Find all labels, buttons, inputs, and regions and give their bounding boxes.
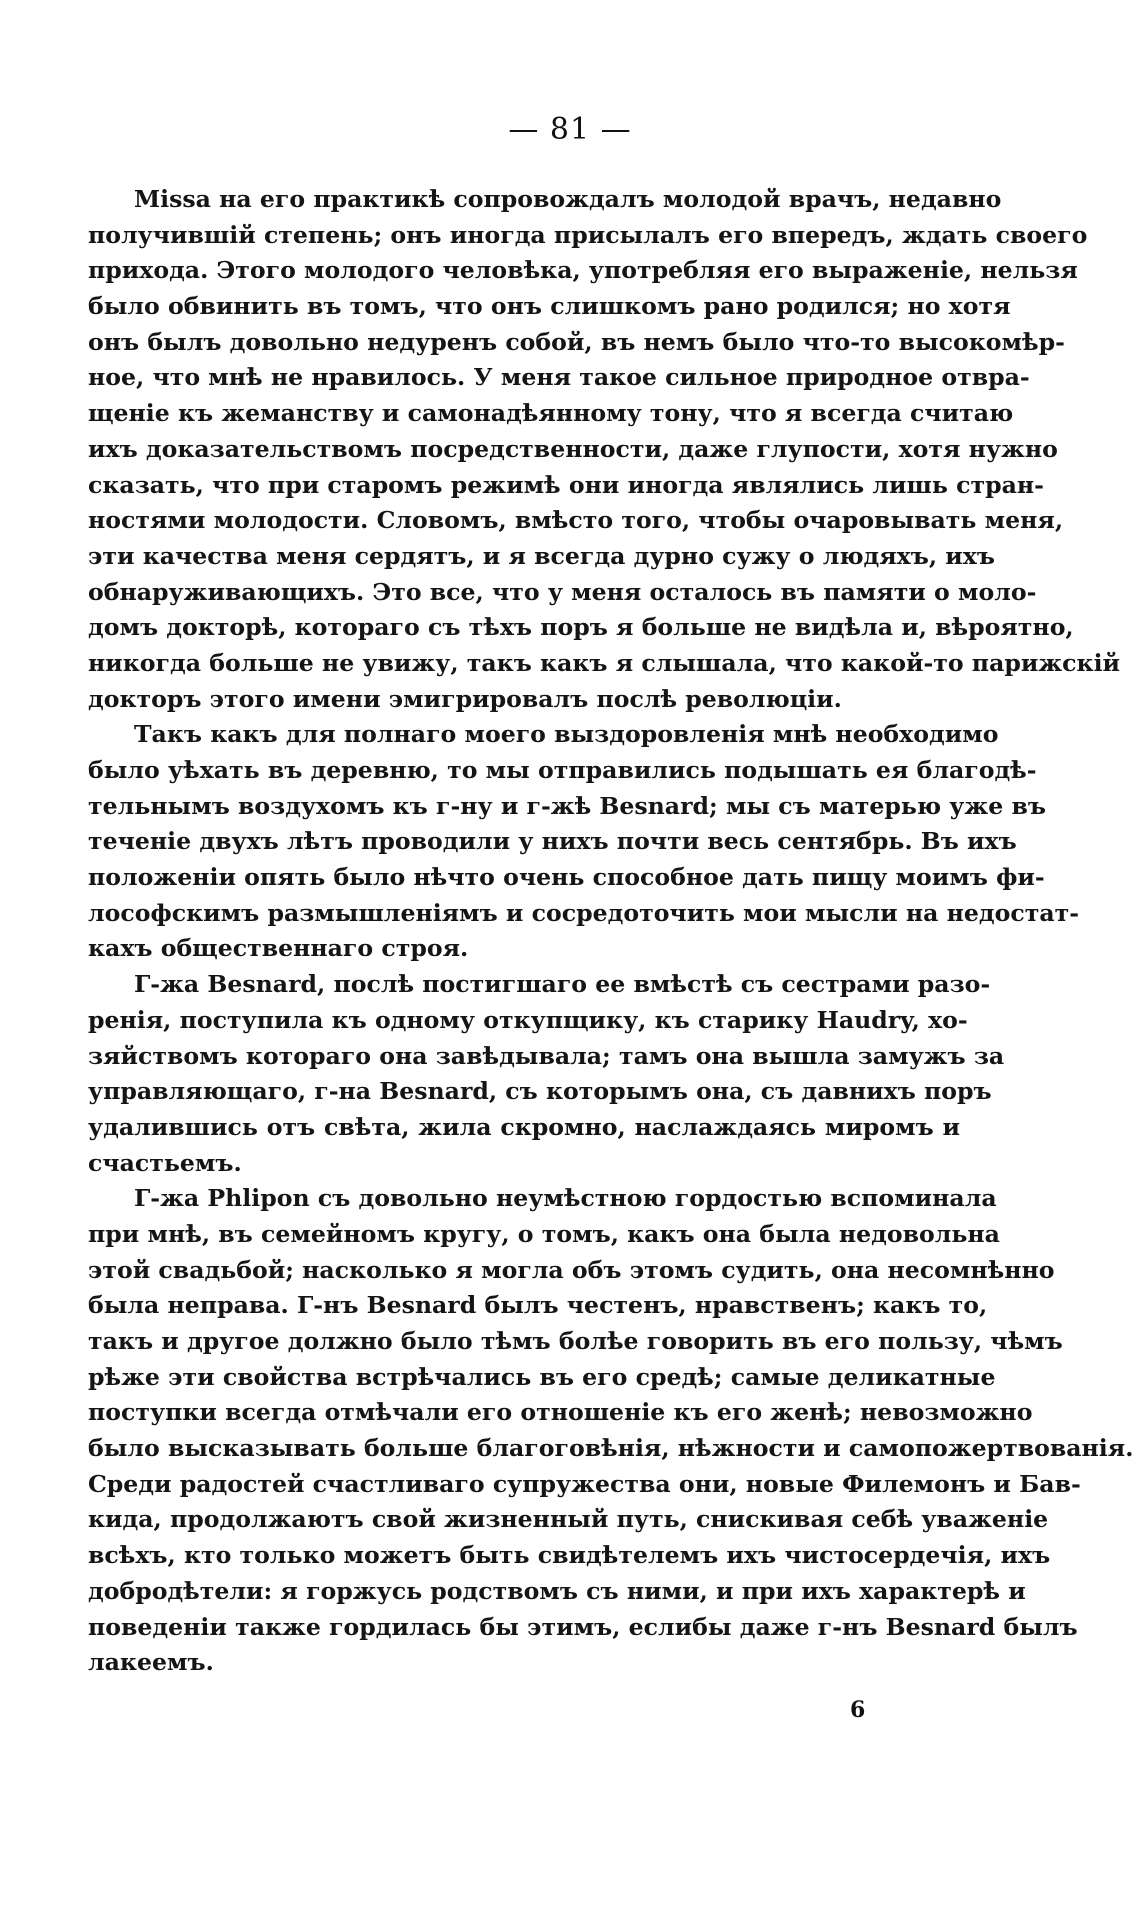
text-line: добродѣтели: я горжусь родствомъ съ ними, и при ихъ характерѣ и bbox=[88, 1576, 1026, 1605]
text-line: прихода. Этого молодого человѣка, употребляя его выраженіе, нельзя bbox=[88, 256, 1078, 285]
text-line: онъ былъ довольно недуренъ собой, въ немъ было что-то высокомѣр- bbox=[88, 327, 1065, 356]
text-line: такъ и другое должно было тѣмъ болѣе говорить въ его пользу, чѣмъ bbox=[88, 1327, 1063, 1355]
text-line: ренія, поступила къ одному откупщику, къ старику Haudry, хо- bbox=[88, 1005, 968, 1034]
text-line: ихъ доказательствомъ посредственности, даже глупости, хотя нужно bbox=[88, 434, 1058, 463]
body-text bbox=[88, 182, 1134, 1681]
text-line: Г-жа Phlipon съ довольно неумѣстною гордостью вспоминала bbox=[134, 1184, 997, 1213]
text-line: была неправа. Г-нъ Besnard былъ честенъ, нравственъ; какъ то, bbox=[88, 1291, 988, 1320]
text-line: обнаруживающихъ. Это все, что у меня осталось въ памяти о моло- bbox=[88, 577, 1037, 606]
text-line: при мнѣ, въ семейномъ кругу, о томъ, какъ она была недовольна bbox=[88, 1219, 1000, 1248]
page-number-header: — 81 — bbox=[508, 112, 632, 147]
text-line: получившій степень; онъ иногда присылалъ его впередъ, ждать своего bbox=[88, 220, 1088, 249]
text-line: удалившись отъ свѣта, жила скромно, наслаждаясь миромъ и bbox=[88, 1112, 960, 1141]
text-line: кида, продолжаютъ свой жизненный путь, снискивая себѣ уваженіе bbox=[88, 1505, 1049, 1534]
text-line: было высказывать больше благоговѣнія, нѣжности и самопожертвованія. bbox=[88, 1434, 1134, 1463]
text-line: положеніи опять было нѣчто очень способное дать пищу моимъ фи- bbox=[88, 863, 1045, 892]
text-line: эти качества меня сердятъ, и я всегда дурно сужу о людяхъ, ихъ bbox=[88, 541, 995, 570]
text-line: поведеніи также гордилась бы этимъ, еслибы даже г-нъ Besnard былъ bbox=[88, 1612, 1078, 1641]
text-line: кахъ общественнаго строя. bbox=[88, 934, 469, 963]
text-line: лософскимъ размышленіямъ и сосредоточить мои мысли на недостат- bbox=[88, 898, 1080, 927]
text-line: ностями молодости. Словомъ, вмѣсто того, чтобы очаровывать меня, bbox=[88, 506, 1064, 535]
text-line: домъ докторѣ, котораго съ тѣхъ поръ я больше не видѣла и, вѣроятно, bbox=[88, 613, 1074, 642]
text-line: тельнымъ воздухомъ къ г-ну и г-жѣ Besnard; мы съ матерью уже въ bbox=[88, 791, 1046, 820]
text-line: Missa на его практикѣ сопровождалъ молодой врачъ, недавно bbox=[134, 185, 1002, 213]
text-line: докторъ этого имени эмигрировалъ послѣ революціи. bbox=[88, 684, 842, 713]
text-line: ное, что мнѣ не нравилось. У меня такое сильное природное отвра- bbox=[88, 363, 1030, 392]
text-line: Такъ какъ для полнаго моего выздоровленія мнѣ необходимо bbox=[134, 720, 999, 749]
text-line: рѣже эти свойства встрѣчались въ его средѣ; самые деликатные bbox=[88, 1362, 996, 1391]
text-line: поступки всегда отмѣчали его отношеніе къ его женѣ; невозможно bbox=[88, 1398, 1033, 1427]
text-line: теченіе двухъ лѣтъ проводили у нихъ почти весь сентябрь. Въ ихъ bbox=[88, 827, 1017, 856]
text-line: управляющаго, г-на Besnard, съ которымъ она, съ давнихъ поръ bbox=[88, 1077, 992, 1106]
text-line: было уѣхать въ деревню, то мы отправились подышать ея благодѣ- bbox=[88, 756, 1037, 784]
text-line: никогда больше не увижу, такъ какъ я слышала, что какой-то парижскій bbox=[88, 648, 1121, 677]
text-line: Среди радостей счастливаго супружества они, новые Филемонъ и Бав- bbox=[88, 1469, 1081, 1498]
text-line: Г-жа Besnard, послѣ постигшаго ее вмѣстѣ съ сестрами разо- bbox=[134, 970, 991, 999]
text-line: щеніе къ жеманству и самонадѣянному тону, что я всегда считаю bbox=[88, 399, 1014, 428]
text-line: зяйствомъ котораго она завѣдывала; тамъ она вышла замужъ за bbox=[88, 1041, 1005, 1070]
text-line: сказать, что при старомъ режимѣ они иногда являлись лишь стран- bbox=[88, 470, 1044, 499]
signature-mark: 6 bbox=[850, 1697, 866, 1723]
text-line: счастьемъ. bbox=[88, 1148, 242, 1177]
text-line: было обвинить въ томъ, что онъ слишкомъ рано родился; но хотя bbox=[88, 292, 1011, 321]
text-line: лакеемъ. bbox=[88, 1648, 214, 1677]
text-line: всѣхъ, кто только можетъ быть свидѣтелемъ ихъ чистосердечія, ихъ bbox=[88, 1541, 1051, 1570]
text-line: этой свадьбой; насколько я могла объ этомъ судить, она несомнѣнно bbox=[88, 1255, 1055, 1284]
